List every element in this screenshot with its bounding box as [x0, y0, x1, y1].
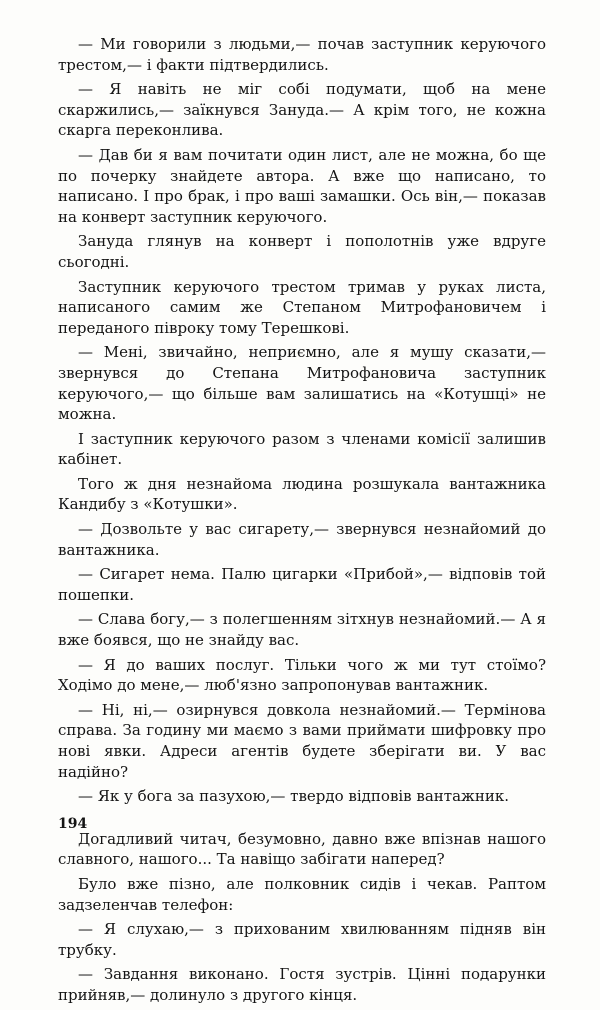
- page-body: [58, 34, 546, 1010]
- paragraph: — Я слухаю,— з прихованим хвилюванням підняв він трубку.: [58, 920, 546, 959]
- paragraph: — Сигарет нема. Палю цигарки «Прибой»,— відповів той пошепки.: [58, 565, 546, 604]
- paragraph: Було вже пізно, але полковник сидів і чекав. Раптом задзеленчав телефон:: [58, 874, 546, 914]
- paragraph: — Мені, звичайно, неприємно, але я мушу сказати,— звернувся до Степана Митрофановича заступник керуючого,— що більше вам залишатись на «Котушці» не можна.: [58, 343, 546, 424]
- paragraph: Зануда глянув на конверт і пополотнів уже вдруге сьогодні.: [58, 232, 546, 271]
- paragraph: Заступник керуючого трестом тримав у руках листа, написаного самим же Степаном Митрофановичем і переданого півроку тому Терешкові.: [58, 277, 546, 337]
- paragraph: — Ні, ні,— озирнувся довкола незнайомий.— Термінова справа. За годину ми маємо з вами приймати шифровку про нові явки. Адреси агентів будете зберігати ви. У вас надійно?: [58, 700, 546, 781]
- paragraph: — Слава богу,— з полегшенням зітхнув незнайомий.— А я вже боявся, що не знайду вас.: [58, 610, 546, 650]
- paragraph: — Дозвольте у вас сигарету,— звернувся незнайомий до вантажника.: [58, 520, 546, 559]
- paragraph: Того ж дня незнайома людина розшукала вантажника Кандибу з «Котушки».: [58, 474, 546, 514]
- paragraph: — Як у бога за пазухою,— твердо відповів вантажник.: [78, 787, 509, 806]
- paragraph: І заступник керуючого разом з членами комісії залишив кабінет.: [58, 429, 546, 469]
- paragraph: — Я навіть не міг собі подумати, щоб на мене скаржились,— заїкнувся Зануда.— А крім того, не кожна скарга переконлива.: [58, 80, 546, 140]
- paragraph: Догадливий читач, безумовно, давно вже впізнав нашого славного, нашого... Та навіщо забігати наперед?: [58, 829, 546, 869]
- page-number: 194: [58, 816, 88, 832]
- paragraph: — Я до ваших послуг. Тільки чого ж ми тут стоїмо? Ходімо до мене,— люб'язно запропонував вантажник.: [58, 655, 546, 695]
- paragraph: — Завдання виконано. Гостя зустрів. Цінні подарунки прийняв,— долинуло з другого кінця.: [58, 965, 546, 1004]
- paragraph: — Дав би я вам почитати один лист, але не можна, бо ще по почерку знайдете автора. А вже що написано, то написано. І про брак, і про ваші замашки. Ось він,— показав на конверт заступник керуючого.: [58, 145, 546, 226]
- paragraph: — Ми говорили з людьми,— почав заступник керуючого трестом,— і факти підтвердились.: [58, 35, 546, 74]
